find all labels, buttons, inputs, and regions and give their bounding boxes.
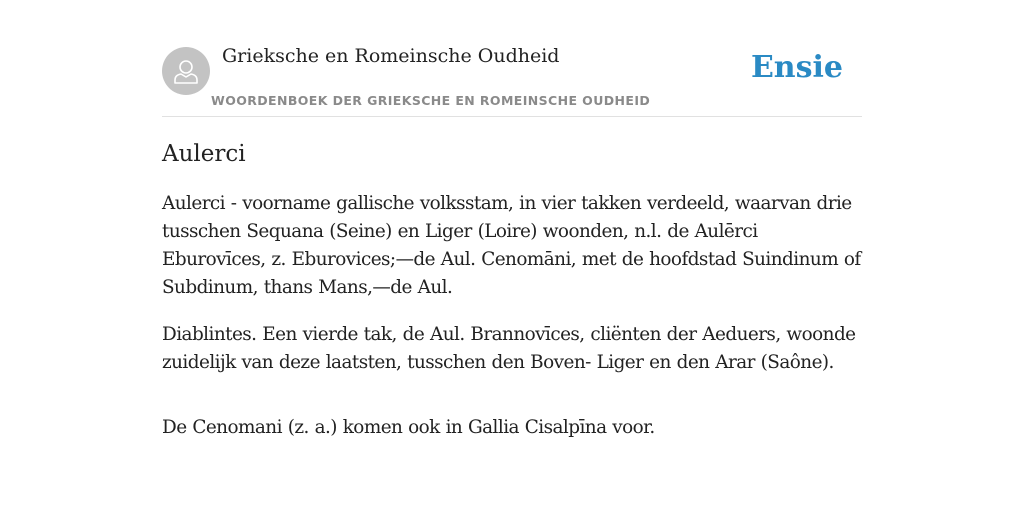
entry-title: Aulerci [162, 141, 246, 167]
entry-content [162, 138, 862, 461]
user-icon [171, 56, 201, 86]
site-subtitle: WOORDENBOEK DER GRIEKSCHE EN ROMEINSCHE OUDHEID [211, 93, 651, 108]
avatar[interactable] [162, 47, 210, 95]
entry-paragraph-1: Aulerci - voorname gallische volksstam, in vier takken verdeeld, waarvan drie tusschen Sequana (Seine) en Liger (Loire) woonden, n.l. de Aulērci Eburovīces, z. Eburovices;—de Aul. Cenomāni, met de hoofdstad Suindinum of Subdinum, thans Mans,—de Aul. [162, 193, 861, 298]
brand-logo[interactable]: Ensie [750, 50, 843, 85]
entry-paragraph-3: De Cenomani (z. a.) komen ook in Gallia Cisalpīna voor. [162, 417, 655, 438]
header [162, 40, 862, 117]
entry-paragraph-2: Diablintes. Een vierde tak, de Aul. Brannovīces, cliënten der Aeduers, woonde zuidelijk van deze laatsten, tusschen den Boven- Liger en den Arar (Saône). [162, 324, 856, 373]
site-title[interactable]: Grieksche en Romeinsche Oudheid [222, 45, 560, 67]
